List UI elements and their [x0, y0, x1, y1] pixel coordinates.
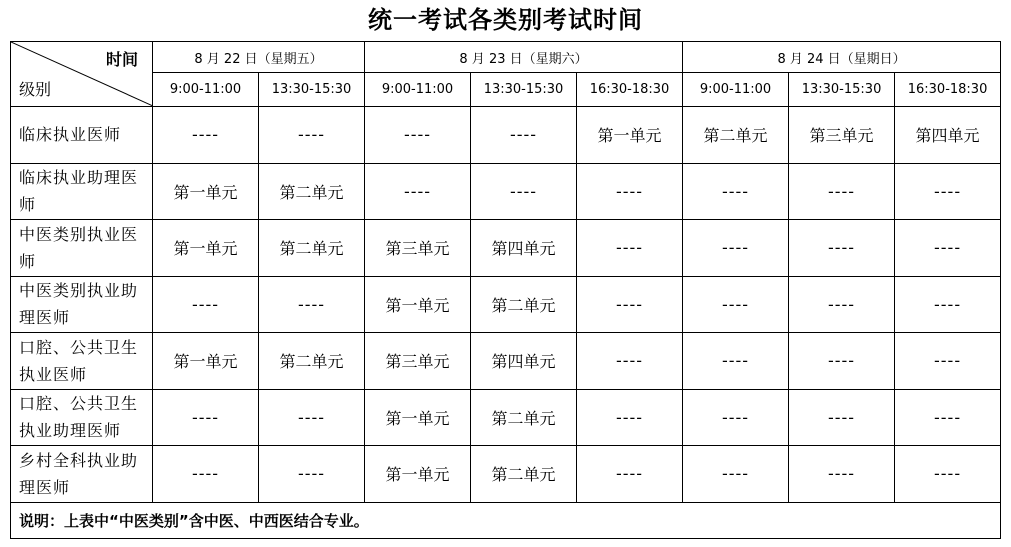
time-header: 16:30-18:30 — [895, 73, 1001, 107]
page-title: 统一考试各类别考试时间 — [368, 6, 643, 34]
time-header: 9:00-11:00 — [153, 73, 259, 107]
table-row — [11, 107, 1001, 164]
time-header: 13:30-15:30 — [259, 73, 365, 107]
schedule-cell: ---- — [577, 389, 683, 446]
schedule-cell: 第一单元 — [153, 220, 259, 277]
schedule-cell: ---- — [153, 107, 259, 164]
table-note: 说明：上表中“中医类别”含中医、中西医结合专业。 — [11, 502, 1001, 538]
row-label: 临床执业助理医师 — [11, 163, 153, 220]
schedule-cell: ---- — [789, 333, 895, 390]
schedule-cell: ---- — [577, 446, 683, 503]
schedule-cell: 第二单元 — [259, 220, 365, 277]
schedule-cell: ---- — [895, 333, 1001, 390]
date-header: 8 月 22 日（星期五） — [153, 42, 365, 73]
table-row — [11, 163, 1001, 220]
time-header: 13:30-15:30 — [471, 73, 577, 107]
schedule-cell: ---- — [577, 220, 683, 277]
schedule-cell: ---- — [895, 276, 1001, 333]
schedule-cell: ---- — [153, 389, 259, 446]
row-label: 乡村全科执业助理医师 — [11, 446, 153, 503]
schedule-cell: 第二单元 — [471, 389, 577, 446]
schedule-cell: 第二单元 — [259, 333, 365, 390]
schedule-cell: ---- — [259, 276, 365, 333]
table-row — [11, 220, 1001, 277]
time-header: 16:30-18:30 — [577, 73, 683, 107]
schedule-cell: ---- — [789, 163, 895, 220]
row-label: 中医类别执业助理医师 — [11, 276, 153, 333]
corner-label-time: 时间 — [105, 50, 138, 69]
header-row-dates — [11, 42, 1001, 73]
schedule-cell: 第一单元 — [365, 446, 471, 503]
schedule-cell: ---- — [683, 389, 789, 446]
schedule-cell: 第一单元 — [365, 276, 471, 333]
schedule-cell: 第一单元 — [153, 333, 259, 390]
schedule-cell: ---- — [471, 163, 577, 220]
note-row — [11, 502, 1001, 538]
header-row-times — [11, 73, 1001, 107]
schedule-cell: ---- — [683, 220, 789, 277]
schedule-cell: 第三单元 — [365, 333, 471, 390]
schedule-cell: ---- — [471, 107, 577, 164]
schedule-cell: ---- — [259, 446, 365, 503]
date-header: 8 月 24 日（星期日） — [683, 42, 1001, 73]
schedule-cell: ---- — [683, 446, 789, 503]
schedule-cell: ---- — [789, 220, 895, 277]
schedule-cell: ---- — [789, 446, 895, 503]
time-header: 9:00-11:00 — [365, 73, 471, 107]
row-label: 口腔、公共卫生执业助理医师 — [11, 389, 153, 446]
schedule-cell: ---- — [683, 333, 789, 390]
row-label: 口腔、公共卫生执业医师 — [11, 333, 153, 390]
schedule-cell: ---- — [789, 276, 895, 333]
row-label: 临床执业医师 — [11, 107, 153, 164]
schedule-cell: ---- — [259, 107, 365, 164]
schedule-cell: 第四单元 — [471, 333, 577, 390]
schedule-cell: ---- — [153, 446, 259, 503]
schedule-cell: 第四单元 — [895, 107, 1001, 164]
table-row — [11, 333, 1001, 390]
schedule-cell: 第一单元 — [365, 389, 471, 446]
time-header: 13:30-15:30 — [789, 73, 895, 107]
table-row — [11, 276, 1001, 333]
schedule-cell: 第三单元 — [365, 220, 471, 277]
schedule-cell: ---- — [789, 389, 895, 446]
schedule-cell: 第四单元 — [471, 220, 577, 277]
schedule-cell: 第一单元 — [153, 163, 259, 220]
schedule-cell: ---- — [577, 163, 683, 220]
schedule-cell: ---- — [895, 389, 1001, 446]
schedule-cell: ---- — [683, 163, 789, 220]
schedule-cell: ---- — [153, 276, 259, 333]
schedule-cell: 第二单元 — [471, 276, 577, 333]
schedule-cell: ---- — [683, 276, 789, 333]
date-header: 8 月 23 日（星期六） — [365, 42, 683, 73]
schedule-cell: ---- — [259, 389, 365, 446]
schedule-cell: ---- — [365, 163, 471, 220]
table-body — [11, 107, 1001, 503]
row-label: 中医类别执业医师 — [11, 220, 153, 277]
schedule-cell: 第三单元 — [789, 107, 895, 164]
schedule-cell: ---- — [365, 107, 471, 164]
schedule-cell: 第一单元 — [577, 107, 683, 164]
time-header: 9:00-11:00 — [683, 73, 789, 107]
schedule-cell: ---- — [895, 446, 1001, 503]
schedule-cell: 第二单元 — [259, 163, 365, 220]
schedule-cell: ---- — [577, 333, 683, 390]
schedule-cell: ---- — [577, 276, 683, 333]
schedule-cell: ---- — [895, 220, 1001, 277]
schedule-cell: ---- — [895, 163, 1001, 220]
schedule-cell: 第二单元 — [471, 446, 577, 503]
header-corner-cell — [11, 42, 153, 107]
table-row — [11, 446, 1001, 503]
schedule-cell: 第二单元 — [683, 107, 789, 164]
table-row — [11, 389, 1001, 446]
exam-schedule-table — [10, 41, 1001, 539]
corner-label-level: 级别 — [19, 80, 52, 99]
